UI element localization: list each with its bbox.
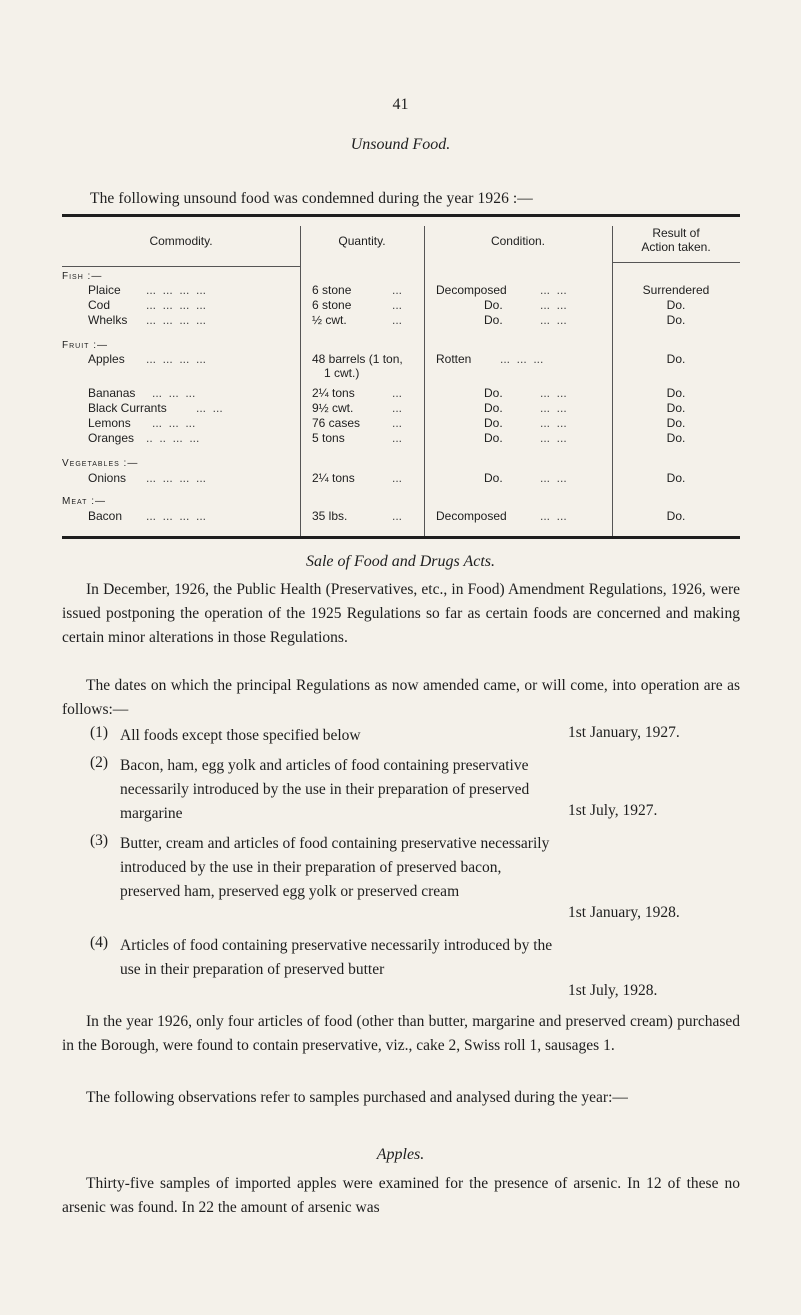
apples-paragraph: Thirty-five samples of imported apples were examined for the presence of arsenic. In 12 of these no arsenic was found. In 22 the amount of arsenic was [62, 1175, 740, 1216]
category-fish: Fish :— [62, 271, 103, 282]
leader-dots: ... ... ... ... [146, 298, 207, 312]
sale-paragraph-1: In December, 1926, the Public Health (Preservatives, etc., in Food) Amendment Regulations, 1926, were issued postponing the operation of the 1925 Regulations so far as certain foods are concerned and making certain minor alterations in those Regulations. [62, 581, 740, 646]
condition-cell: Do. [484, 386, 503, 400]
leader-dots: ... ... ... [152, 386, 196, 400]
result-cell: Do. [666, 431, 686, 445]
unsound-food-intro: The following unsound food was condemned during the year 1926 :— [90, 190, 533, 207]
quantity-cell: 6 stone [312, 298, 352, 312]
leader-dots: ... [392, 431, 403, 445]
header-underline [612, 262, 740, 263]
leader-dots: ... ... ... ... [146, 313, 207, 327]
commodity-cell: Whelks [88, 313, 128, 327]
condition-cell: Do. [484, 416, 503, 430]
table-top-rule [62, 214, 740, 217]
condition-cell: Do. [484, 298, 503, 312]
list-item-date: 1st July, 1927. [568, 802, 658, 819]
sale-section-title: Sale of Food and Drugs Acts. [305, 553, 496, 570]
quantity-cell: 9½ cwt. [312, 401, 354, 415]
table-bottom-rule [62, 536, 740, 539]
column-divider [424, 226, 425, 536]
result-cell: Do. [666, 471, 686, 485]
condition-cell: Do. [484, 471, 503, 485]
leader-dots: ... ... ... ... [146, 509, 207, 523]
leader-dots: ... [392, 401, 403, 415]
unsound-food-title: Unsound Food. [350, 136, 451, 153]
result-cell: Do. [666, 313, 686, 327]
list-item-date: 1st July, 1928. [568, 982, 658, 999]
condition-cell: Do. [484, 401, 503, 415]
leader-dots: ... ... [540, 401, 567, 415]
commodity-cell: Apples [88, 352, 125, 366]
leader-dots: ... ... [540, 431, 567, 445]
list-item-number: (2) [90, 754, 109, 771]
result-cell: Do. [666, 352, 686, 366]
header-condition: Condition. [490, 234, 546, 248]
leader-dots: ... ... ... ... [146, 283, 207, 297]
leader-dots: ... ... [540, 313, 567, 327]
leader-dots: .. .. ... ... [146, 431, 200, 445]
column-divider [612, 226, 613, 536]
header-result [612, 226, 740, 254]
category-vegetables: Vegetables :— [62, 458, 139, 469]
list-item-text: Butter, cream and articles of food containing preservative necessarily introduced by the use in their preparation of preserved bacon, preserved ham, preserved egg yolk or preserved cream [120, 835, 550, 900]
sale-paragraph-2: The dates on which the principal Regulations as now amended came, or will come, into operation are as follows:— [62, 677, 740, 718]
condition-cell: Decomposed [436, 283, 507, 297]
header-result-line2: Action taken. [641, 240, 711, 254]
header-commodity: Commodity. [149, 234, 213, 248]
condition-cell: Decomposed [436, 509, 507, 523]
leader-dots: ... ... [540, 471, 567, 485]
condition-cell: Do. [484, 313, 503, 327]
sale-paragraph-3: In the year 1926, only four articles of food (other than butter, margarine and preserved cream) purchased in the Borough, were found to contain preservative, viz., cake 2, Swiss roll 1, sausages 1. [62, 1013, 740, 1054]
quantity-cell: 2¼ tons [312, 386, 355, 400]
commodity-cell: Lemons [88, 416, 131, 430]
list-item-number: (3) [90, 832, 109, 849]
leader-dots: ... ... ... [152, 416, 196, 430]
leader-dots: ... [392, 471, 403, 485]
list-item-text: Articles of food containing preservative necessarily introduced by the use in their preparation of preserved butter [120, 937, 553, 978]
list-item-number: (1) [90, 724, 109, 741]
leader-dots: ... [392, 298, 403, 312]
leader-dots: ... ... ... ... [146, 471, 207, 485]
leader-dots: ... ... [540, 509, 567, 523]
category-meat: Meat :— [62, 496, 106, 507]
commodity-cell: Oranges [88, 431, 135, 445]
leader-dots: ... ... [540, 386, 567, 400]
leader-dots: ... ... [540, 416, 567, 430]
result-cell: Do. [666, 386, 686, 400]
leader-dots: ... ... [540, 283, 567, 297]
leader-dots: ... ... ... ... [146, 352, 207, 366]
result-cell: Do. [666, 401, 686, 415]
list-item-date: 1st January, 1928. [568, 904, 680, 921]
quantity-cell-continued: 1 cwt.) [324, 366, 360, 380]
quantity-cell: 2¼ tons [312, 471, 355, 485]
quantity-cell: 48 barrels (1 ton, [312, 352, 403, 366]
header-result-line1: Result of [652, 226, 700, 240]
leader-dots: ... [392, 283, 403, 297]
result-cell: Do. [666, 298, 686, 312]
leader-dots: ... [392, 313, 403, 327]
list-item-text: All foods except those specified below [120, 727, 361, 744]
leader-dots: ... [392, 509, 403, 523]
page-number: 41 [392, 96, 409, 113]
header-quantity: Quantity. [338, 234, 386, 248]
condition-cell: Rotten [436, 352, 472, 366]
list-item-date: 1st January, 1927. [568, 724, 680, 741]
quantity-cell: 5 tons [312, 431, 345, 445]
result-cell: Surrendered [642, 283, 710, 297]
result-cell: Do. [666, 416, 686, 430]
commodity-cell: Bacon [88, 509, 123, 523]
category-fruit: Fruit :— [62, 340, 108, 351]
leader-dots: ... [392, 386, 403, 400]
list-item-number: (4) [90, 934, 109, 951]
condition-cell: Do. [484, 431, 503, 445]
column-divider [300, 226, 301, 536]
commodity-cell: Cod [88, 298, 111, 312]
quantity-cell: ½ cwt. [312, 313, 347, 327]
sale-paragraph-4: The following observations refer to samples purchased and analysed during the year:— [86, 1089, 628, 1106]
commodity-cell: Plaice [88, 283, 121, 297]
leader-dots: ... ... [540, 298, 567, 312]
leader-dots: ... ... [196, 401, 223, 415]
commodity-cell: Black Currants [88, 401, 167, 415]
leader-dots: ... ... ... [500, 352, 544, 366]
result-cell: Do. [666, 509, 686, 523]
apples-title: Apples. [376, 1146, 425, 1163]
quantity-cell: 6 stone [312, 283, 352, 297]
list-item-text: Bacon, ham, egg yolk and articles of food containing preservative necessarily introduced by the use in their preparation of preserved margarine [120, 757, 530, 822]
header-underline [62, 266, 300, 267]
commodity-cell: Bananas [88, 386, 136, 400]
quantity-cell: 35 lbs. [312, 509, 348, 523]
quantity-cell: 76 cases [312, 416, 361, 430]
leader-dots: ... [392, 416, 403, 430]
commodity-cell: Onions [88, 471, 127, 485]
